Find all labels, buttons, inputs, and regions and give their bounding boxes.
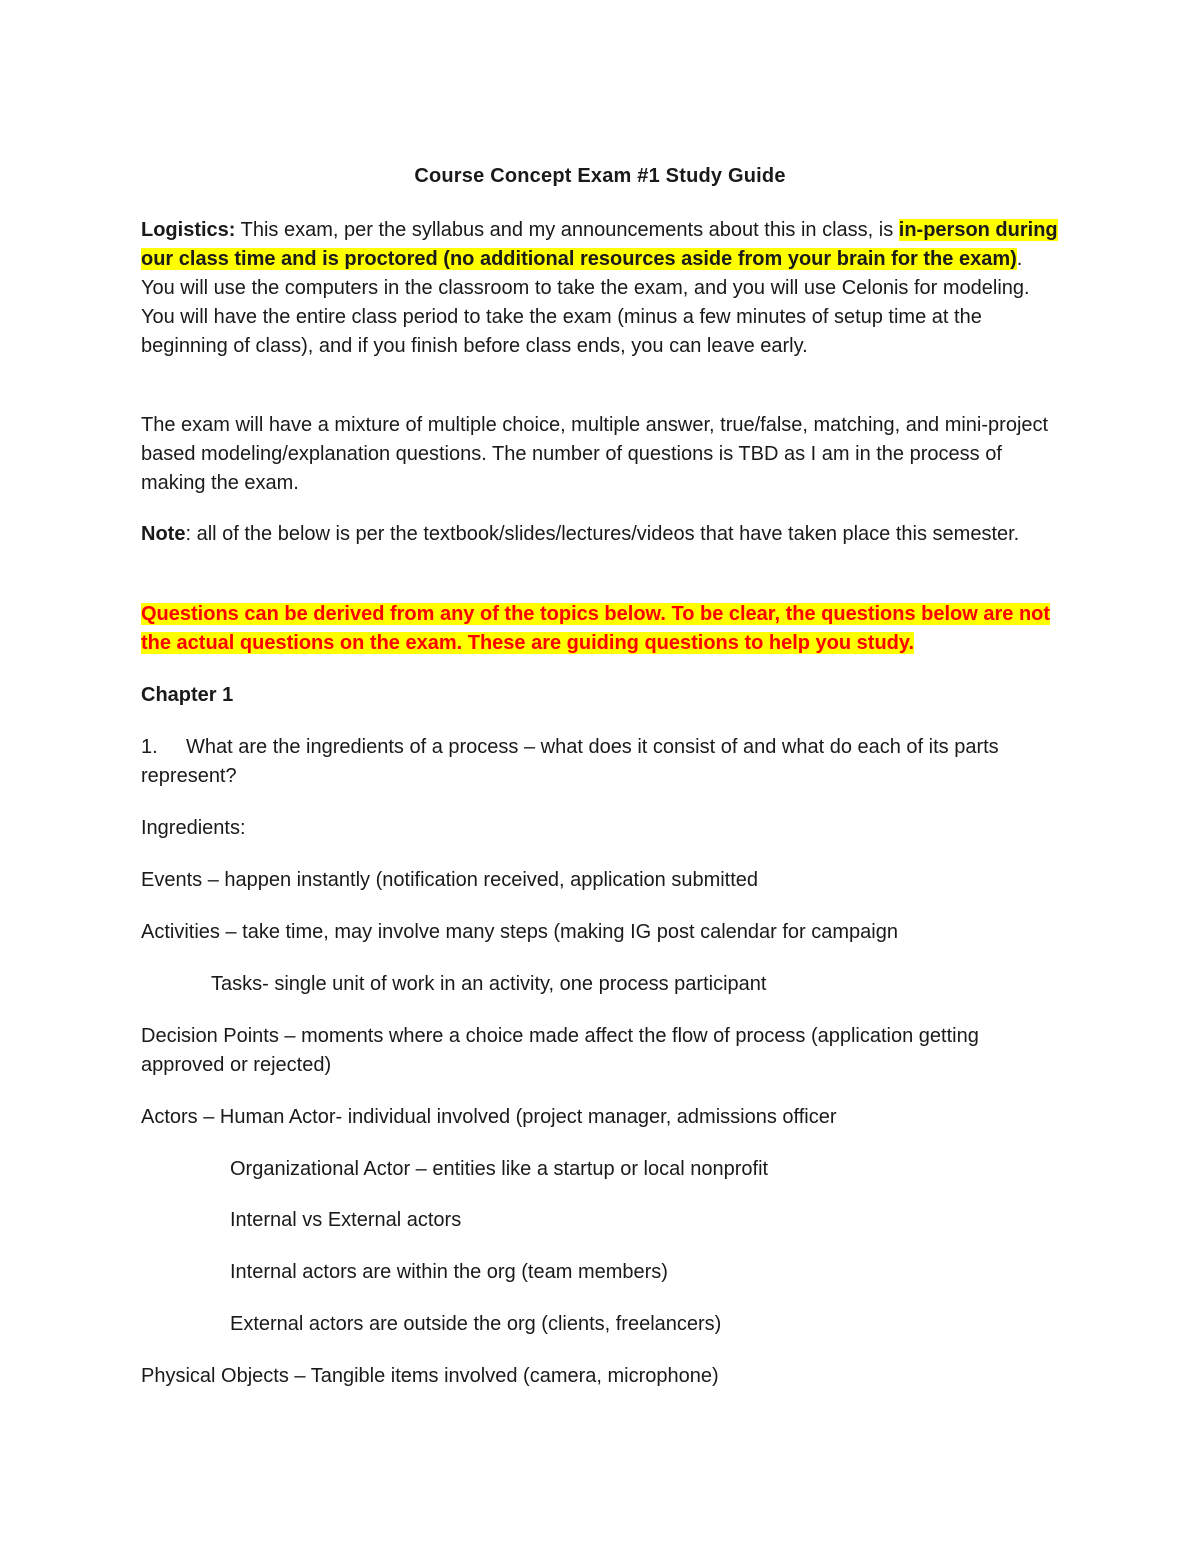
ingredients-label: Ingredients: [141,817,246,839]
warning-paragraph [141,600,1061,658]
logistics-text-after: . You will use the computers in the classroom to take the exam, and you will use Celonis for modeling. You will have the entire class period to take the exam (minus a few minutes of setup time at the beginning of class), and if you finish before class ends, you can leave early. [141,248,1030,357]
question-1-number: 1. [141,736,158,758]
question-1 [141,733,1061,791]
physical-objects-item: Physical Objects – Tangible items involved (camera, microphone) [141,1365,719,1387]
note-label: Note [141,523,186,545]
internal-actors-item: Internal actors are within the org (team members) [230,1261,668,1283]
note-text: : all of the below is per the textbook/slides/lectures/videos that have taken place this semester. [185,523,1020,545]
actors-item: Actors – Human Actor- individual involved (project manager, admissions officer [141,1106,837,1128]
events-item: Events – happen instantly (notification received, application submitted [141,869,759,891]
org-actor-item: Organizational Actor – entities like a startup or local nonprofit [230,1158,769,1180]
int-ext-actors-item: Internal vs External actors [230,1209,462,1231]
warning-text: Questions can be derived from any of the topics below. To be clear, the questions below are not the actual questions on the exam. These are guiding questions to help you study. [141,603,1051,654]
logistics-highlight: in-person during our class time and is proctored (no additional resources aside from your brain for the exam) [141,219,1058,270]
document-title: Course Concept Exam #1 Study Guide [414,165,786,187]
exam-format-paragraph: The exam will have a mixture of multiple choice, multiple answer, true/false, matching, and mini-project based modeling/explanation questions. The number of questions is TBD as I am in the process of making the exam. [141,414,1049,494]
decision-points-item: Decision Points – moments where a choice made affect the flow of process (application getting approved or rejected) [141,1025,979,1076]
activities-item: Activities – take time, may involve many steps (making IG post calendar for campaign [141,921,898,943]
note-paragraph [141,520,1061,549]
tasks-item: Tasks- single unit of work in an activity, one process participant [211,973,767,995]
question-1-text: What are the ingredients of a process – what does it consist of and what do each of its parts represent? [141,736,999,787]
external-actors-item: External actors are outside the org (clients, freelancers) [230,1313,722,1335]
chapter-1-heading: Chapter 1 [141,684,234,706]
logistics-text-before: This exam, per the syllabus and my announcements about this in class, is [235,219,899,241]
logistics-paragraph [141,216,1061,361]
logistics-label: Logistics: [141,219,236,241]
